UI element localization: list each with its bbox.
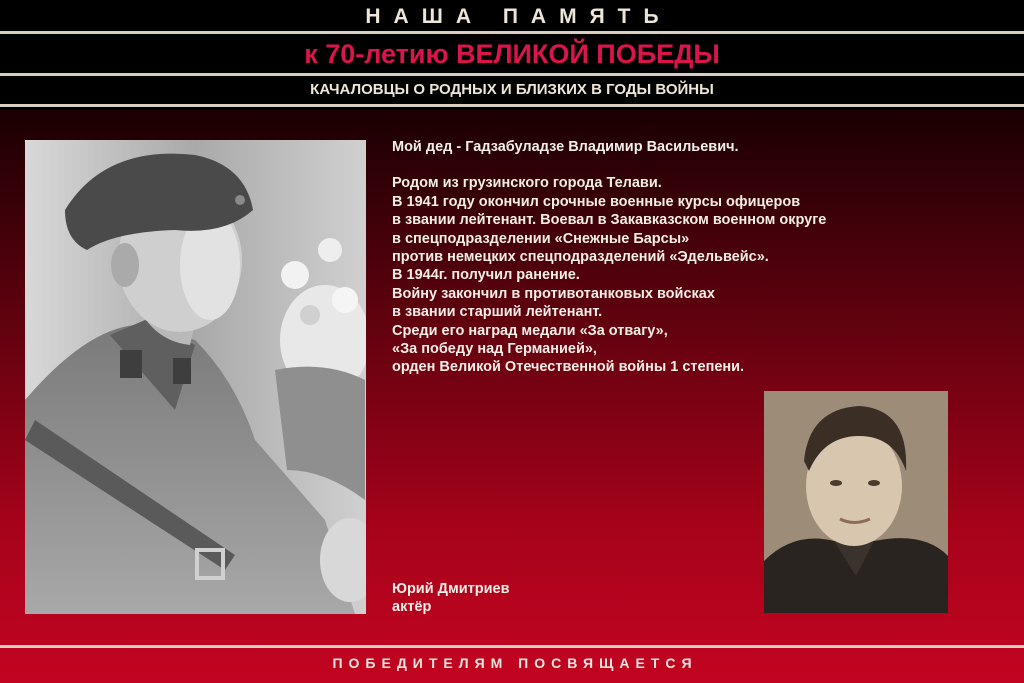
biography-line: в звании лейтенант. Воевал в Закавказском военном округе — [392, 212, 827, 229]
biography — [392, 138, 982, 377]
divider — [0, 104, 1024, 107]
biography-line: В 1941 году окончил срочные военные курсы офицеров — [392, 193, 801, 210]
author-role: актёр — [392, 599, 432, 615]
actor-portrait-image — [764, 391, 948, 613]
biography-line: Родом из грузинского города Телави. — [392, 175, 662, 192]
headline-prefix: к 70-летию — [304, 39, 457, 69]
subheading: КАЧАЛОВЦЫ О РОДНЫХ И БЛИЗКИХ В ГОДЫ ВОЙНЫ — [310, 81, 714, 98]
actor-photo — [764, 391, 948, 613]
biography-line: Войну закончил в противотанковых войсках — [392, 285, 715, 302]
footer-dedication: ПОБЕДИТЕЛЯМ ПОСВЯЩАЕТСЯ — [332, 655, 698, 671]
grandfather-photo — [25, 140, 366, 614]
headline-emphasis: ВЕЛИКОЙ ПОБЕДЫ — [456, 39, 720, 69]
divider — [0, 73, 1024, 76]
header-band — [0, 0, 1024, 110]
biography-line: против немецких спецподразделений «Эдельвейс». — [392, 249, 769, 266]
author-name: Юрий Дмитриев — [392, 581, 510, 597]
biography-intro: Мой дед - Гадзабуладзе Владимир Васильевич. — [392, 139, 739, 155]
biography-line: орден Великой Отечественной войны 1 степени. — [392, 359, 745, 376]
series-title: НАША ПАМЯТЬ — [365, 5, 672, 28]
headline — [0, 38, 1024, 70]
biography-line: в звании старший лейтенант. — [392, 304, 603, 321]
footer-divider — [0, 645, 1024, 648]
biography-line: «За победу над Германией», — [392, 341, 597, 358]
divider — [0, 31, 1024, 34]
biography-line: В 1944г. получил ранение. — [392, 267, 580, 284]
author-credit — [392, 580, 510, 616]
biography-line: Среди его наград медали «За отвагу», — [392, 322, 668, 339]
grandfather-portrait-image — [25, 140, 366, 614]
biography-line: в спецподразделении «Снежные Барсы» — [392, 230, 690, 247]
